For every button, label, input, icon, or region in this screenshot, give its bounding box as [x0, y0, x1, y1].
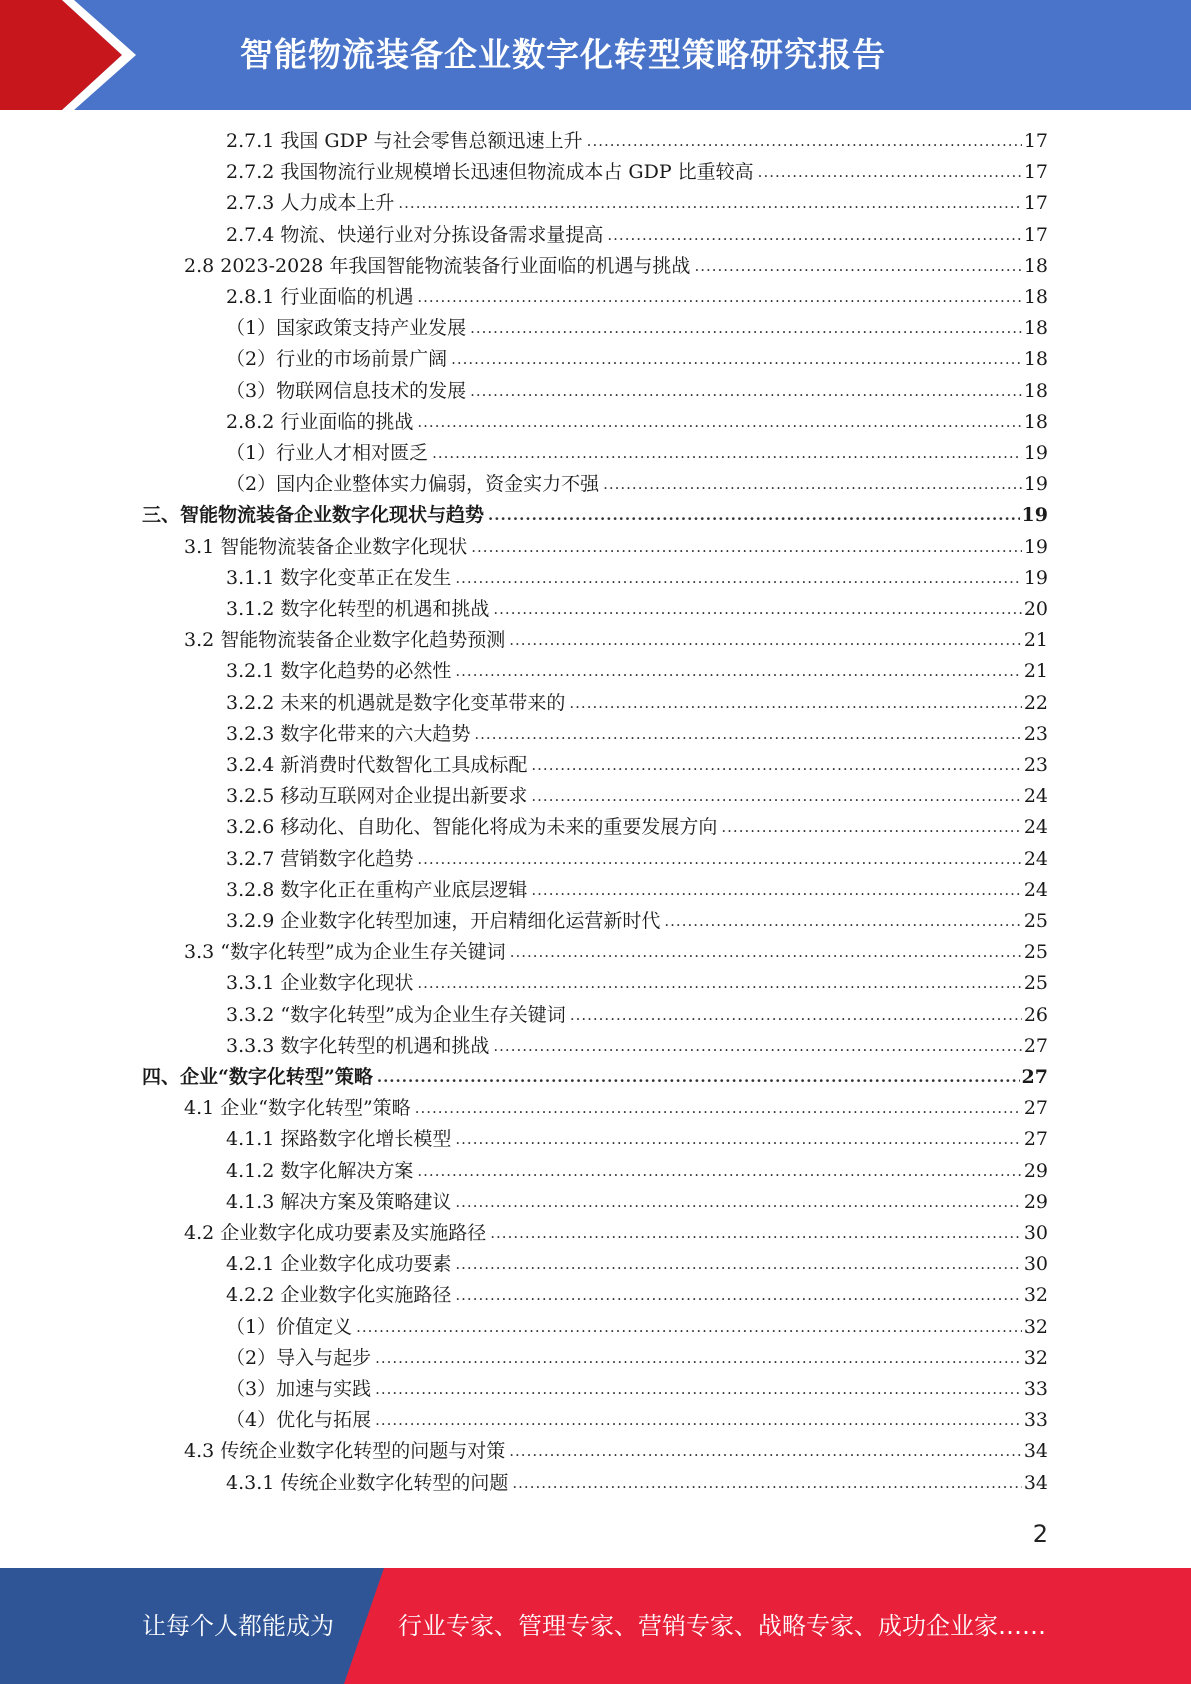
- toc-dot-leader: [455, 1191, 1021, 1213]
- toc-entry[interactable]: [226, 1031, 1048, 1061]
- toc-entry-label: （3）加速与实践: [226, 1378, 372, 1400]
- toc-entry-page: 24: [1023, 785, 1048, 807]
- toc-dot-leader: [493, 1035, 1021, 1057]
- toc-entry-label: （2）国内企业整体实力偏弱，资金实力不强: [226, 473, 600, 495]
- toc-dot-leader: [377, 1066, 1020, 1088]
- toc-entry-label: 3.2.4 新消费时代数智化工具成标配: [226, 754, 528, 776]
- toc-dot-leader: [694, 255, 1021, 277]
- toc-entry[interactable]: [184, 1218, 1048, 1248]
- toc-dot-leader: [455, 1128, 1021, 1150]
- toc-dot-leader: [451, 348, 1022, 370]
- toc-entry[interactable]: [226, 719, 1048, 749]
- toc-dot-leader: [375, 1347, 1022, 1369]
- toc-entry-label: 3.2.2 未来的机遇就是数字化变革带来的: [226, 692, 566, 714]
- toc-entry[interactable]: [226, 469, 1048, 499]
- toc-entry[interactable]: [184, 532, 1048, 562]
- toc-entry-label: 3.2.6 移动化、自助化、智能化将成为未来的重要发展方向: [226, 816, 718, 838]
- toc-entry-page: 18: [1023, 411, 1048, 433]
- toc-entry-page: 27: [1021, 1066, 1048, 1088]
- toc-entry[interactable]: [226, 1249, 1048, 1279]
- toc-entry[interactable]: [226, 1374, 1048, 1404]
- toc-entry-page: 18: [1023, 286, 1048, 308]
- toc-dot-leader: [375, 1378, 1022, 1400]
- toc-entry[interactable]: [226, 1156, 1048, 1186]
- toc-dot-leader: [455, 567, 1021, 589]
- toc-dot-leader: [417, 848, 1021, 870]
- toc-entry[interactable]: [226, 1280, 1048, 1310]
- toc-entry-label: （3）物联网信息技术的发展: [226, 380, 467, 402]
- toc-entry-label: （2）导入与起步: [226, 1347, 372, 1369]
- toc-entry[interactable]: [184, 1436, 1048, 1466]
- toc-dot-leader: [375, 1409, 1022, 1431]
- footer-slogan-left: 让每个人都能成为: [142, 1612, 334, 1640]
- toc-dot-leader: [758, 161, 1022, 183]
- page-header: [0, 0, 1191, 110]
- toc-entry-label: 4.3 传统企业数字化转型的问题与对策: [184, 1440, 506, 1462]
- toc-entry-page: 30: [1023, 1222, 1048, 1244]
- toc-dot-leader: [587, 130, 1022, 152]
- toc-entry-page: 17: [1023, 130, 1048, 152]
- toc-dot-leader: [509, 1440, 1022, 1462]
- toc-entry-label: 3.1 智能物流装备企业数字化现状: [184, 536, 468, 558]
- toc-entry-label: 4.1.1 探路数字化增长模型: [226, 1128, 452, 1150]
- toc-entry[interactable]: [226, 563, 1048, 593]
- toc-dot-leader: [417, 1160, 1021, 1182]
- toc-entry-label: 2.7.2 我国物流行业规模增长迅速但物流成本占 GDP 比重较高: [226, 161, 754, 183]
- toc-entry[interactable]: [226, 344, 1048, 374]
- toc-entry-page: 32: [1023, 1316, 1048, 1338]
- toc-entry-page: 32: [1023, 1284, 1048, 1306]
- toc-entry-label: 2.7.3 人力成本上升: [226, 192, 395, 214]
- toc-entry[interactable]: [226, 313, 1048, 343]
- toc-entry-page: 32: [1023, 1347, 1048, 1369]
- toc-entry-page: 23: [1023, 723, 1048, 745]
- toc-entry-page: 19: [1021, 504, 1048, 526]
- toc-entry-page: 34: [1023, 1440, 1048, 1462]
- toc-entry-label: 2.8.2 行业面临的挑战: [226, 411, 414, 433]
- toc-entry-page: 24: [1023, 848, 1048, 870]
- toc-entry-page: 18: [1023, 255, 1048, 277]
- toc-entry[interactable]: [226, 438, 1048, 468]
- toc-entry-label: （1）国家政策支持产业发展: [226, 317, 467, 339]
- toc-dot-leader: [488, 504, 1020, 526]
- toc-entry-label: 4.1.3 解决方案及策略建议: [226, 1191, 452, 1213]
- toc-entry[interactable]: [226, 126, 1048, 156]
- toc-entry[interactable]: [226, 376, 1048, 406]
- toc-entry[interactable]: [184, 1093, 1048, 1123]
- toc-entry-page: 18: [1023, 317, 1048, 339]
- toc-dot-leader: [474, 723, 1021, 745]
- toc-entry[interactable]: [226, 844, 1048, 874]
- page-footer: [0, 1568, 1191, 1684]
- toc-entry[interactable]: [226, 407, 1048, 437]
- toc-entry[interactable]: [184, 625, 1048, 655]
- toc-dot-leader: [509, 629, 1022, 651]
- toc-dot-leader: [569, 692, 1021, 714]
- toc-dot-leader: [432, 442, 1022, 464]
- toc-entry-page: 17: [1023, 192, 1048, 214]
- toc-entry-page: 33: [1023, 1409, 1048, 1431]
- toc-entry-page: 33: [1023, 1378, 1048, 1400]
- toc-dot-leader: [471, 536, 1022, 558]
- toc-entry[interactable]: [226, 1124, 1048, 1154]
- toc-entry[interactable]: [226, 875, 1048, 905]
- toc-entry[interactable]: [226, 1468, 1048, 1498]
- toc-entry-page: 19: [1023, 473, 1048, 495]
- toc-entry[interactable]: [226, 968, 1048, 998]
- toc-entry[interactable]: [226, 812, 1048, 842]
- toc-entry-label: 3.1.2 数字化转型的机遇和挑战: [226, 598, 490, 620]
- toc-entry[interactable]: [226, 188, 1048, 218]
- toc-dot-leader: [417, 286, 1021, 308]
- toc-entry-label: 2.7.1 我国 GDP 与社会零售总额迅速上升: [226, 130, 583, 152]
- toc-entry-label: 2.7.4 物流、快递行业对分拣设备需求量提高: [226, 224, 604, 246]
- toc-dot-leader: [531, 754, 1021, 776]
- toc-entry-page: 22: [1023, 692, 1048, 714]
- toc-entry[interactable]: [226, 594, 1048, 624]
- toc-entry-page: 18: [1023, 348, 1048, 370]
- toc-dot-leader: [531, 879, 1021, 901]
- toc-entry-page: 27: [1023, 1128, 1048, 1150]
- toc-entry[interactable]: [184, 251, 1048, 281]
- toc-entry-label: 3.3.1 企业数字化现状: [226, 972, 414, 994]
- toc-entry-page: 29: [1023, 1191, 1048, 1213]
- toc-entry[interactable]: [142, 500, 1048, 530]
- toc-dot-leader: [415, 1097, 1022, 1119]
- toc-entry-label: （4）优化与拓展: [226, 1409, 372, 1431]
- toc-dot-leader: [721, 816, 1021, 838]
- toc-entry-page: 18: [1023, 380, 1048, 402]
- toc-entry[interactable]: [226, 220, 1048, 250]
- toc-dot-leader: [417, 972, 1021, 994]
- toc-entry-page: 24: [1023, 816, 1048, 838]
- toc-entry-page: 17: [1023, 224, 1048, 246]
- toc-entry-label: 3.2.1 数字化趋势的必然性: [226, 660, 452, 682]
- toc-dot-leader: [455, 660, 1021, 682]
- toc-dot-leader: [607, 224, 1021, 246]
- toc-entry-page: 27: [1023, 1097, 1048, 1119]
- toc-entry-page: 27: [1023, 1035, 1048, 1057]
- toc-entry-page: 24: [1023, 879, 1048, 901]
- toc-entry-label: 4.1.2 数字化解决方案: [226, 1160, 414, 1182]
- toc-entry-page: 25: [1023, 910, 1048, 932]
- toc-dot-leader: [510, 941, 1022, 963]
- toc-entry-page: 17: [1023, 161, 1048, 183]
- toc-entry[interactable]: [142, 1062, 1048, 1092]
- toc-entry-label: 4.2 企业数字化成功要素及实施路径: [184, 1222, 487, 1244]
- toc-dot-leader: [470, 317, 1022, 339]
- toc-entry-page: 19: [1023, 567, 1048, 589]
- toc-dot-leader: [493, 598, 1021, 620]
- toc-entry-label: 4.3.1 传统企业数字化转型的问题: [226, 1472, 509, 1494]
- toc-entry-label: 3.2.3 数字化带来的六大趋势: [226, 723, 471, 745]
- toc-entry-page: 19: [1023, 442, 1048, 464]
- toc-entry-label: 4.2.2 企业数字化实施路径: [226, 1284, 452, 1306]
- toc-entry-label: （2）行业的市场前景广阔: [226, 348, 448, 370]
- toc-dot-leader: [417, 411, 1021, 433]
- toc-dot-leader: [603, 473, 1022, 495]
- toc-entry-page: 23: [1023, 754, 1048, 776]
- toc-entry-label: （1）价值定义: [226, 1316, 353, 1338]
- toc-dot-leader: [664, 910, 1021, 932]
- red-chevron-decoration: [0, 0, 160, 110]
- toc-entry[interactable]: [226, 906, 1048, 936]
- toc-entry[interactable]: [226, 1187, 1048, 1217]
- toc-entry[interactable]: [184, 937, 1048, 967]
- toc-dot-leader: [490, 1222, 1022, 1244]
- toc-dot-leader: [470, 380, 1022, 402]
- toc-entry-label: 2.8 2023-2028 年我国智能物流装备行业面临的机遇与挑战: [184, 255, 691, 277]
- page-number: 2: [1032, 1520, 1048, 1548]
- toc-entry[interactable]: [226, 157, 1048, 187]
- toc-entry-label: 3.2.5 移动互联网对企业提出新要求: [226, 785, 528, 807]
- toc-entry[interactable]: [226, 688, 1048, 718]
- toc-entry-label: 3.3.2 “数字化转型”成为企业生存关键词: [226, 1004, 566, 1026]
- toc-entry[interactable]: [226, 656, 1048, 686]
- toc-dot-leader: [398, 192, 1021, 214]
- toc-dot-leader: [531, 785, 1021, 807]
- toc-entry[interactable]: [226, 1343, 1048, 1373]
- toc-entry-label: 2.8.1 行业面临的机遇: [226, 286, 414, 308]
- toc-dot-leader: [455, 1284, 1021, 1306]
- toc-entry-page: 25: [1023, 972, 1048, 994]
- toc-entry-page: 30: [1023, 1253, 1048, 1275]
- toc-entry[interactable]: [226, 781, 1048, 811]
- toc-entry-label: 3.1.1 数字化变革正在发生: [226, 567, 452, 589]
- toc-entry-label: 3.2.8 数字化正在重构产业底层逻辑: [226, 879, 528, 901]
- toc-entry[interactable]: [226, 282, 1048, 312]
- toc-entry-label: 3.2.9 企业数字化转型加速，开启精细化运营新时代: [226, 910, 661, 932]
- toc-entry-page: 26: [1023, 1004, 1048, 1026]
- toc-entry[interactable]: [226, 750, 1048, 780]
- toc-entry-label: （1）行业人才相对匮乏: [226, 442, 429, 464]
- toc-entry-label: 3.2 智能物流装备企业数字化趋势预测: [184, 629, 506, 651]
- toc-dot-leader: [356, 1316, 1022, 1338]
- toc-entry-page: 21: [1023, 629, 1048, 651]
- toc-entry-label: 3.3 “数字化转型”成为企业生存关键词: [184, 941, 506, 963]
- footer-slogan-right: 行业专家、管理专家、营销专家、战略专家、成功企业家……: [398, 1612, 1046, 1640]
- toc-entry[interactable]: [226, 1312, 1048, 1342]
- toc-entry-label: 三、智能物流装备企业数字化现状与趋势: [142, 504, 485, 526]
- toc-entry-page: 34: [1023, 1472, 1048, 1494]
- toc-entry-label: 3.3.3 数字化转型的机遇和挑战: [226, 1035, 490, 1057]
- toc-entry-page: 20: [1023, 598, 1048, 620]
- toc-entry-page: 21: [1023, 660, 1048, 682]
- toc-dot-leader: [512, 1472, 1021, 1494]
- toc-entry-label: 4.2.1 企业数字化成功要素: [226, 1253, 452, 1275]
- toc-entry-label: 4.1 企业“数字化转型”策略: [184, 1097, 411, 1119]
- toc-dot-leader: [570, 1004, 1022, 1026]
- toc-entry-label: 3.2.7 营销数字化趋势: [226, 848, 414, 870]
- toc-entry-page: 19: [1023, 536, 1048, 558]
- toc-dot-leader: [455, 1253, 1021, 1275]
- toc-entry-page: 25: [1023, 941, 1048, 963]
- toc-entry-label: 四、企业“数字化转型”策略: [142, 1066, 373, 1088]
- toc-entry-page: 29: [1023, 1160, 1048, 1182]
- report-title: 智能物流装备企业数字化转型策略研究报告: [240, 35, 886, 74]
- toc-entry[interactable]: [226, 1000, 1048, 1030]
- toc-entry[interactable]: [226, 1405, 1048, 1435]
